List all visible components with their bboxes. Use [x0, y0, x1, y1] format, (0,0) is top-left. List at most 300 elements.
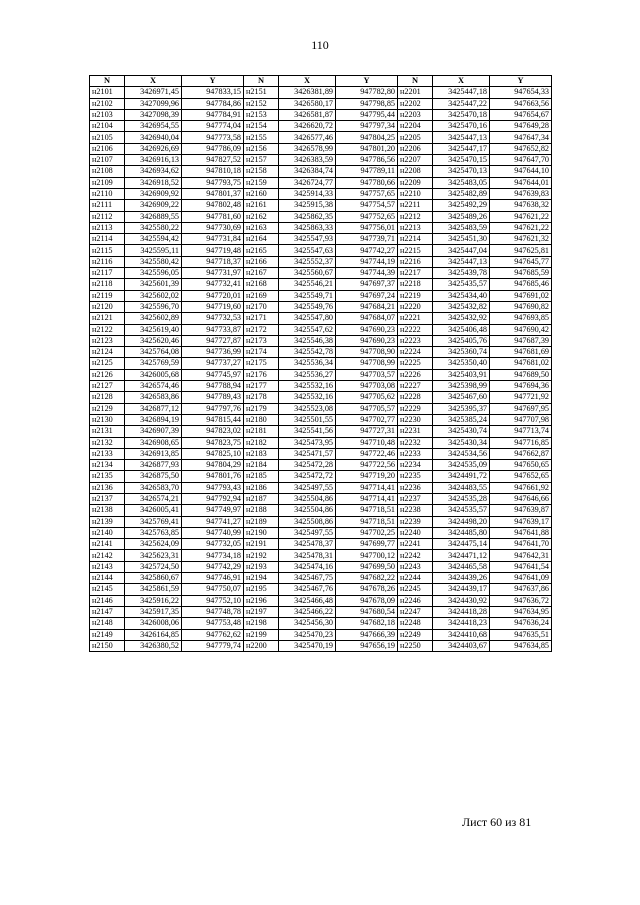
point-number-cell: н2231: [398, 426, 433, 437]
header-n-1: N: [90, 76, 125, 87]
point-number-cell: н2242: [398, 550, 433, 561]
y-coordinate-cell: 947708,99: [336, 358, 398, 369]
point-number-cell: н2170: [244, 301, 279, 312]
x-coordinate-cell: 3426877,12: [125, 403, 182, 414]
y-coordinate-cell: 947644,10: [490, 166, 552, 177]
point-number-cell: н2213: [398, 222, 433, 233]
point-number-cell: н2169: [244, 290, 279, 301]
x-coordinate-cell: 3424410,68: [433, 629, 490, 640]
y-coordinate-cell: 947661,92: [490, 482, 552, 493]
table-header-row: [90, 76, 552, 87]
point-number-cell: н2222: [398, 324, 433, 335]
x-coordinate-cell: 3425536,27: [279, 369, 336, 380]
y-coordinate-cell: 947697,95: [490, 403, 552, 414]
x-coordinate-cell: 3426954,55: [125, 121, 182, 132]
table-row: [90, 482, 552, 493]
point-number-cell: н2111: [90, 200, 125, 211]
point-number-cell: н2210: [398, 188, 433, 199]
point-number-cell: н2134: [90, 460, 125, 471]
y-coordinate-cell: 947744,19: [336, 256, 398, 267]
x-coordinate-cell: 3426583,86: [125, 392, 182, 403]
x-coordinate-cell: 3425541,56: [279, 426, 336, 437]
point-number-cell: н2246: [398, 595, 433, 606]
point-number-cell: н2172: [244, 324, 279, 335]
x-coordinate-cell: 3425523,08: [279, 403, 336, 414]
y-coordinate-cell: 947779,74: [182, 640, 244, 651]
table-row: [90, 584, 552, 595]
point-number-cell: н2248: [398, 618, 433, 629]
table-row: [90, 143, 552, 154]
x-coordinate-cell: 3425547,62: [279, 324, 336, 335]
table-row: [90, 347, 552, 358]
x-coordinate-cell: 3426909,92: [125, 188, 182, 199]
x-coordinate-cell: 3425623,31: [125, 550, 182, 561]
y-coordinate-cell: 947749,97: [182, 505, 244, 516]
y-coordinate-cell: 947786,09: [182, 143, 244, 154]
point-number-cell: н2143: [90, 561, 125, 572]
point-number-cell: н2140: [90, 527, 125, 538]
point-number-cell: н2103: [90, 109, 125, 120]
y-coordinate-cell: 947666,39: [336, 629, 398, 640]
y-coordinate-cell: 947780,66: [336, 177, 398, 188]
y-coordinate-cell: 947647,70: [490, 155, 552, 166]
x-coordinate-cell: 3424483,55: [433, 482, 490, 493]
y-coordinate-cell: 947693,85: [490, 313, 552, 324]
x-coordinate-cell: 3426581,87: [279, 109, 336, 120]
x-coordinate-cell: 3426918,52: [125, 177, 182, 188]
y-coordinate-cell: 947788,94: [182, 381, 244, 392]
y-coordinate-cell: 947753,48: [182, 618, 244, 629]
y-coordinate-cell: 947654,33: [490, 87, 552, 98]
point-number-cell: н2249: [398, 629, 433, 640]
x-coordinate-cell: 3425580,42: [125, 256, 182, 267]
y-coordinate-cell: 947719,60: [182, 301, 244, 312]
x-coordinate-cell: 3425492,29: [433, 200, 490, 211]
x-coordinate-cell: 3427099,96: [125, 98, 182, 109]
y-coordinate-cell: 947637,86: [490, 584, 552, 595]
x-coordinate-cell: 3425447,18: [433, 87, 490, 98]
y-coordinate-cell: 947621,22: [490, 222, 552, 233]
x-coordinate-cell: 3425549,76: [279, 301, 336, 312]
x-coordinate-cell: 3425451,30: [433, 234, 490, 245]
x-coordinate-cell: 3425536,34: [279, 358, 336, 369]
point-number-cell: н2218: [398, 279, 433, 290]
x-coordinate-cell: 3425482,89: [433, 188, 490, 199]
y-coordinate-cell: 947722,46: [336, 448, 398, 459]
x-coordinate-cell: 3424535,57: [433, 505, 490, 516]
point-number-cell: н2234: [398, 460, 433, 471]
y-coordinate-cell: 947815,44: [182, 414, 244, 425]
point-number-cell: н2128: [90, 392, 125, 403]
x-coordinate-cell: 3425435,57: [433, 279, 490, 290]
y-coordinate-cell: 947762,62: [182, 629, 244, 640]
point-number-cell: н2188: [244, 505, 279, 516]
point-number-cell: н2197: [244, 606, 279, 617]
point-number-cell: н2113: [90, 222, 125, 233]
x-coordinate-cell: 3425456,30: [279, 618, 336, 629]
table-row: [90, 561, 552, 572]
y-coordinate-cell: 947732,41: [182, 279, 244, 290]
table-row: [90, 155, 552, 166]
point-number-cell: н2147: [90, 606, 125, 617]
y-coordinate-cell: 947636,72: [490, 595, 552, 606]
y-coordinate-cell: 947678,26: [336, 584, 398, 595]
y-coordinate-cell: 947727,31: [336, 426, 398, 437]
y-coordinate-cell: 947705,57: [336, 403, 398, 414]
y-coordinate-cell: 947757,65: [336, 188, 398, 199]
x-coordinate-cell: 3425763,85: [125, 527, 182, 538]
x-coordinate-cell: 3424403,67: [433, 640, 490, 651]
point-number-cell: н2190: [244, 527, 279, 538]
x-coordinate-cell: 3425624,09: [125, 539, 182, 550]
y-coordinate-cell: 947691,02: [490, 290, 552, 301]
point-number-cell: н2138: [90, 505, 125, 516]
header-y-2: Y: [336, 76, 398, 87]
y-coordinate-cell: 947754,57: [336, 200, 398, 211]
point-number-cell: н2235: [398, 471, 433, 482]
table-row: [90, 550, 552, 561]
y-coordinate-cell: 947786,56: [336, 155, 398, 166]
table-row: [90, 426, 552, 437]
x-coordinate-cell: 3425434,40: [433, 290, 490, 301]
point-number-cell: н2245: [398, 584, 433, 595]
point-number-cell: н2131: [90, 426, 125, 437]
table-row: [90, 188, 552, 199]
x-coordinate-cell: 3425466,48: [279, 595, 336, 606]
y-coordinate-cell: 947641,54: [490, 561, 552, 572]
y-coordinate-cell: 947823,75: [182, 437, 244, 448]
table-row: [90, 335, 552, 346]
y-coordinate-cell: 947789,11: [336, 166, 398, 177]
point-number-cell: н2212: [398, 211, 433, 222]
x-coordinate-cell: 3426926,69: [125, 143, 182, 154]
x-coordinate-cell: 3425478,37: [279, 539, 336, 550]
point-number-cell: н2179: [244, 403, 279, 414]
x-coordinate-cell: 3425552,37: [279, 256, 336, 267]
point-number-cell: н2194: [244, 573, 279, 584]
point-number-cell: н2166: [244, 256, 279, 267]
point-number-cell: н2161: [244, 200, 279, 211]
table-row: [90, 629, 552, 640]
x-coordinate-cell: 3426620,72: [279, 121, 336, 132]
y-coordinate-cell: 947697,24: [336, 290, 398, 301]
y-coordinate-cell: 947797,34: [336, 121, 398, 132]
table-row: [90, 573, 552, 584]
x-coordinate-cell: 3425471,57: [279, 448, 336, 459]
y-coordinate-cell: 947745,97: [182, 369, 244, 380]
y-coordinate-cell: 947802,48: [182, 200, 244, 211]
x-coordinate-cell: 3425863,33: [279, 222, 336, 233]
point-number-cell: н2119: [90, 290, 125, 301]
x-coordinate-cell: 3425724,50: [125, 561, 182, 572]
table-row: [90, 448, 552, 459]
y-coordinate-cell: 947641,09: [490, 573, 552, 584]
point-number-cell: н2146: [90, 595, 125, 606]
x-coordinate-cell: 3426574,46: [125, 381, 182, 392]
x-coordinate-cell: 3425472,28: [279, 460, 336, 471]
y-coordinate-cell: 947746,91: [182, 573, 244, 584]
x-coordinate-cell: 3425546,38: [279, 335, 336, 346]
point-number-cell: н2155: [244, 132, 279, 143]
point-number-cell: н2232: [398, 437, 433, 448]
table-row: [90, 87, 552, 98]
x-coordinate-cell: 3425915,38: [279, 200, 336, 211]
point-number-cell: н2139: [90, 516, 125, 527]
y-coordinate-cell: 947718,51: [336, 505, 398, 516]
x-coordinate-cell: 3425447,22: [433, 98, 490, 109]
y-coordinate-cell: 947649,28: [490, 121, 552, 132]
x-coordinate-cell: 3425403,91: [433, 369, 490, 380]
point-number-cell: н2238: [398, 505, 433, 516]
point-number-cell: н2148: [90, 618, 125, 629]
x-coordinate-cell: 3426580,17: [279, 98, 336, 109]
y-coordinate-cell: 947639,83: [490, 188, 552, 199]
x-coordinate-cell: 3425473,95: [279, 437, 336, 448]
y-coordinate-cell: 947741,27: [182, 516, 244, 527]
x-coordinate-cell: 3425470,15: [433, 155, 490, 166]
y-coordinate-cell: 947652,65: [490, 471, 552, 482]
x-coordinate-cell: 3424475,14: [433, 539, 490, 550]
header-y-1: Y: [182, 76, 244, 87]
y-coordinate-cell: 947727,87: [182, 335, 244, 346]
y-coordinate-cell: 947697,37: [336, 279, 398, 290]
y-coordinate-cell: 947685,46: [490, 279, 552, 290]
point-number-cell: н2184: [244, 460, 279, 471]
y-coordinate-cell: 947703,08: [336, 381, 398, 392]
table-row: [90, 324, 552, 335]
x-coordinate-cell: 3425546,21: [279, 279, 336, 290]
y-coordinate-cell: 947662,87: [490, 448, 552, 459]
table-row: [90, 381, 552, 392]
point-number-cell: н2243: [398, 561, 433, 572]
y-coordinate-cell: 947654,67: [490, 109, 552, 120]
x-coordinate-cell: 3424430,92: [433, 595, 490, 606]
point-number-cell: н2224: [398, 347, 433, 358]
x-coordinate-cell: 3425914,33: [279, 188, 336, 199]
x-coordinate-cell: 3424418,28: [433, 606, 490, 617]
x-coordinate-cell: 3425430,34: [433, 437, 490, 448]
x-coordinate-cell: 3425596,70: [125, 301, 182, 312]
point-number-cell: н2203: [398, 109, 433, 120]
point-number-cell: н2239: [398, 516, 433, 527]
point-number-cell: н2133: [90, 448, 125, 459]
y-coordinate-cell: 947710,48: [336, 437, 398, 448]
point-number-cell: н2122: [90, 324, 125, 335]
y-coordinate-cell: 947773,58: [182, 132, 244, 143]
y-coordinate-cell: 947700,12: [336, 550, 398, 561]
point-number-cell: н2247: [398, 606, 433, 617]
point-number-cell: н2236: [398, 482, 433, 493]
y-coordinate-cell: 947789,43: [182, 392, 244, 403]
point-number-cell: н2106: [90, 143, 125, 154]
x-coordinate-cell: 3425504,86: [279, 493, 336, 504]
point-number-cell: н2109: [90, 177, 125, 188]
x-coordinate-cell: 3425447,04: [433, 245, 490, 256]
point-number-cell: н2191: [244, 539, 279, 550]
point-number-cell: н2192: [244, 550, 279, 561]
x-coordinate-cell: 3425862,35: [279, 211, 336, 222]
point-number-cell: н2186: [244, 482, 279, 493]
point-number-cell: н2219: [398, 290, 433, 301]
point-number-cell: н2167: [244, 268, 279, 279]
point-number-cell: н2202: [398, 98, 433, 109]
point-number-cell: н2200: [244, 640, 279, 651]
x-coordinate-cell: 3425466,22: [279, 606, 336, 617]
point-number-cell: н2241: [398, 539, 433, 550]
point-number-cell: н2226: [398, 369, 433, 380]
x-coordinate-cell: 3425467,76: [279, 584, 336, 595]
point-number-cell: н2141: [90, 539, 125, 550]
point-number-cell: н2215: [398, 245, 433, 256]
point-number-cell: н2115: [90, 245, 125, 256]
point-number-cell: н2182: [244, 437, 279, 448]
x-coordinate-cell: 3425398,99: [433, 381, 490, 392]
y-coordinate-cell: 947684,21: [336, 301, 398, 312]
y-coordinate-cell: 947750,07: [182, 584, 244, 595]
table-row: [90, 595, 552, 606]
point-number-cell: н2154: [244, 121, 279, 132]
point-number-cell: н2177: [244, 381, 279, 392]
x-coordinate-cell: 3424465,58: [433, 561, 490, 572]
point-number-cell: н2114: [90, 234, 125, 245]
x-coordinate-cell: 3425532,16: [279, 392, 336, 403]
point-number-cell: н2145: [90, 584, 125, 595]
point-number-cell: н2158: [244, 166, 279, 177]
y-coordinate-cell: 947689,50: [490, 369, 552, 380]
point-number-cell: н2165: [244, 245, 279, 256]
x-coordinate-cell: 3424491,72: [433, 471, 490, 482]
x-coordinate-cell: 3425620,46: [125, 335, 182, 346]
y-coordinate-cell: 947792,94: [182, 493, 244, 504]
point-number-cell: н2195: [244, 584, 279, 595]
x-coordinate-cell: 3426583,70: [125, 482, 182, 493]
y-coordinate-cell: 947641,88: [490, 527, 552, 538]
table-row: [90, 245, 552, 256]
point-number-cell: н2178: [244, 392, 279, 403]
y-coordinate-cell: 947645,77: [490, 256, 552, 267]
sheet-footer: Лист 60 из 81: [462, 815, 532, 829]
point-number-cell: н2180: [244, 414, 279, 425]
table-row: [90, 109, 552, 120]
coordinates-table: [89, 75, 552, 652]
point-number-cell: н2223: [398, 335, 433, 346]
point-number-cell: н2189: [244, 516, 279, 527]
point-number-cell: н2237: [398, 493, 433, 504]
x-coordinate-cell: 3425472,72: [279, 471, 336, 482]
x-coordinate-cell: 3426875,50: [125, 471, 182, 482]
x-coordinate-cell: 3426381,89: [279, 87, 336, 98]
y-coordinate-cell: 947639,87: [490, 505, 552, 516]
y-coordinate-cell: 947634,85: [490, 640, 552, 651]
x-coordinate-cell: 3425595,11: [125, 245, 182, 256]
table-row: [90, 222, 552, 233]
y-coordinate-cell: 947705,62: [336, 392, 398, 403]
table-row: [90, 369, 552, 380]
table-row: [90, 358, 552, 369]
table-row: [90, 132, 552, 143]
table-row: [90, 313, 552, 324]
point-number-cell: н2205: [398, 132, 433, 143]
point-number-cell: н2136: [90, 482, 125, 493]
point-number-cell: н2175: [244, 358, 279, 369]
point-number-cell: н2174: [244, 347, 279, 358]
header-n-2: N: [244, 76, 279, 87]
y-coordinate-cell: 947752,65: [336, 211, 398, 222]
point-number-cell: н2150: [90, 640, 125, 651]
y-coordinate-cell: 947699,77: [336, 539, 398, 550]
y-coordinate-cell: 947793,75: [182, 177, 244, 188]
x-coordinate-cell: 3425470,23: [279, 629, 336, 640]
y-coordinate-cell: 947647,34: [490, 132, 552, 143]
y-coordinate-cell: 947699,50: [336, 561, 398, 572]
x-coordinate-cell: 3425601,39: [125, 279, 182, 290]
y-coordinate-cell: 947744,39: [336, 268, 398, 279]
point-number-cell: н2120: [90, 301, 125, 312]
y-coordinate-cell: 947682,22: [336, 573, 398, 584]
y-coordinate-cell: 947804,29: [182, 460, 244, 471]
point-number-cell: н2135: [90, 471, 125, 482]
x-coordinate-cell: 3425916,22: [125, 595, 182, 606]
header-x-3: X: [433, 76, 490, 87]
y-coordinate-cell: 947690,82: [490, 301, 552, 312]
y-coordinate-cell: 947638,32: [490, 200, 552, 211]
point-number-cell: н2107: [90, 155, 125, 166]
table-row: [90, 471, 552, 482]
point-number-cell: н2185: [244, 471, 279, 482]
point-number-cell: н2157: [244, 155, 279, 166]
point-number-cell: н2118: [90, 279, 125, 290]
table-row: [90, 527, 552, 538]
x-coordinate-cell: 3425504,86: [279, 505, 336, 516]
x-coordinate-cell: 3426577,46: [279, 132, 336, 143]
x-coordinate-cell: 3426940,04: [125, 132, 182, 143]
point-number-cell: н2127: [90, 381, 125, 392]
y-coordinate-cell: 947646,66: [490, 493, 552, 504]
y-coordinate-cell: 947635,51: [490, 629, 552, 640]
table-row: [90, 98, 552, 109]
x-coordinate-cell: 3425470,16: [433, 121, 490, 132]
y-coordinate-cell: 947656,19: [336, 640, 398, 651]
y-coordinate-cell: 947719,48: [182, 245, 244, 256]
point-number-cell: н2121: [90, 313, 125, 324]
point-number-cell: н2125: [90, 358, 125, 369]
y-coordinate-cell: 947621,32: [490, 234, 552, 245]
table-row: [90, 256, 552, 267]
point-number-cell: н2171: [244, 313, 279, 324]
x-coordinate-cell: 3425406,48: [433, 324, 490, 335]
y-coordinate-cell: 947690,42: [490, 324, 552, 335]
x-coordinate-cell: 3426008,06: [125, 618, 182, 629]
table-row: [90, 460, 552, 471]
y-coordinate-cell: 947625,81: [490, 245, 552, 256]
y-coordinate-cell: 947702,25: [336, 527, 398, 538]
x-coordinate-cell: 3425489,26: [433, 211, 490, 222]
table-row: [90, 177, 552, 188]
table-row: [90, 606, 552, 617]
x-coordinate-cell: 3425917,35: [125, 606, 182, 617]
x-coordinate-cell: 3425439,78: [433, 268, 490, 279]
x-coordinate-cell: 3425602,89: [125, 313, 182, 324]
point-number-cell: н2153: [244, 109, 279, 120]
point-number-cell: н2104: [90, 121, 125, 132]
y-coordinate-cell: 947716,85: [490, 437, 552, 448]
x-coordinate-cell: 3424471,12: [433, 550, 490, 561]
y-coordinate-cell: 947652,82: [490, 143, 552, 154]
y-coordinate-cell: 947639,17: [490, 516, 552, 527]
x-coordinate-cell: 3425549,71: [279, 290, 336, 301]
point-number-cell: н2152: [244, 98, 279, 109]
y-coordinate-cell: 947680,54: [336, 606, 398, 617]
